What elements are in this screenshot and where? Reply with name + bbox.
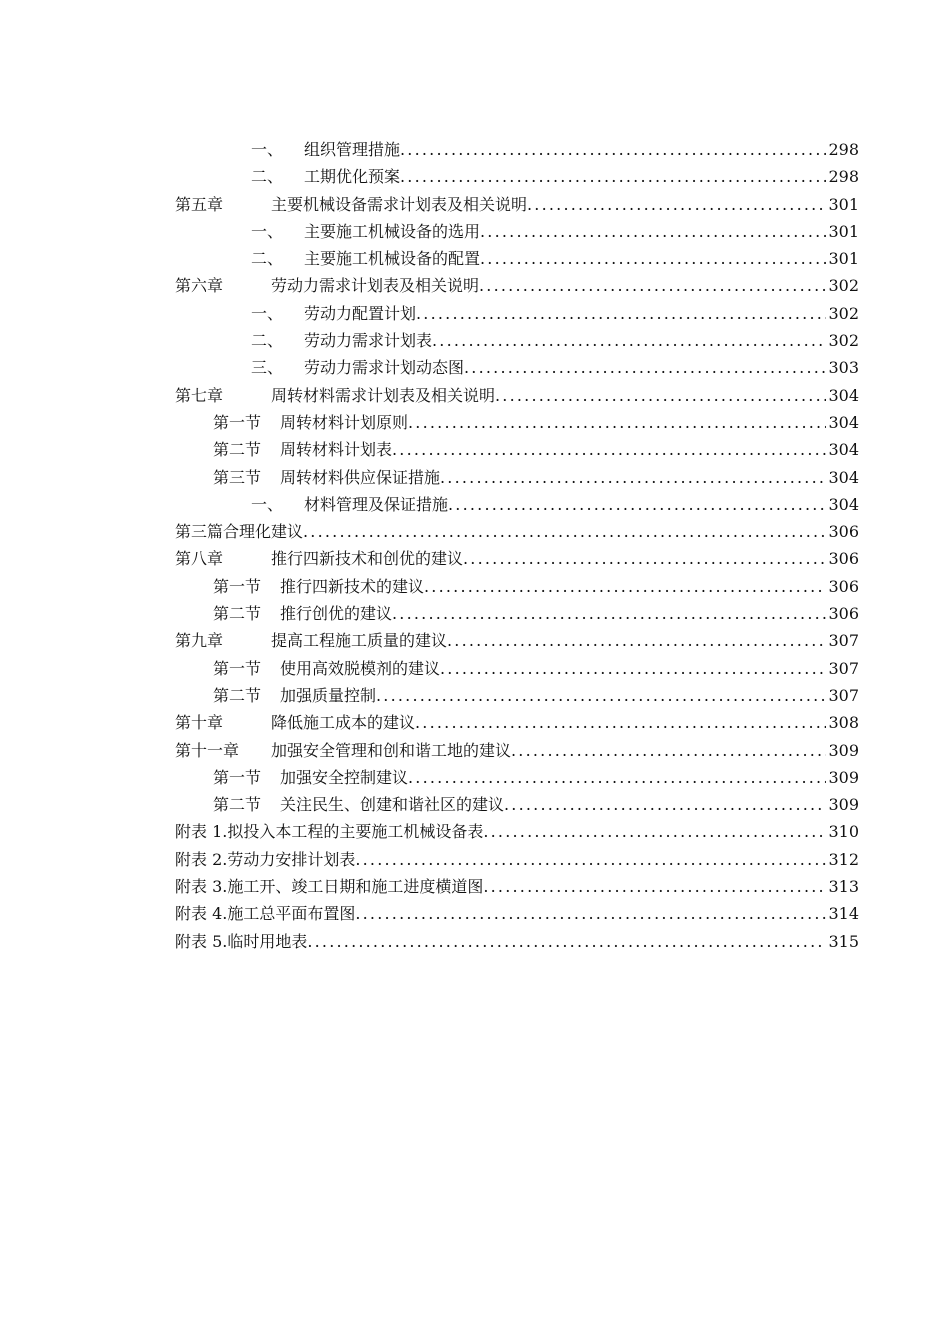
toc-entry-title: 加强质量控制 bbox=[280, 685, 377, 705]
dot-leader bbox=[448, 491, 826, 518]
toc-entry-title: 提高工程施工质量的建议 bbox=[271, 631, 448, 651]
dot-leader bbox=[480, 245, 826, 272]
toc-entry-number: 一、 bbox=[251, 303, 284, 323]
toc-entry[interactable] bbox=[175, 928, 859, 955]
dot-leader bbox=[463, 545, 826, 572]
toc-entry[interactable] bbox=[175, 327, 859, 354]
toc-entry-page-number: 304 bbox=[828, 440, 859, 460]
toc-entry[interactable] bbox=[175, 545, 859, 572]
toc-entry-title: 主要施工机械设备的选用 bbox=[304, 221, 481, 241]
dot-leader bbox=[355, 846, 826, 873]
toc-entry-page-number: 310 bbox=[828, 822, 859, 842]
toc-entry-page-number: 309 bbox=[828, 740, 859, 760]
dot-leader bbox=[400, 136, 826, 163]
dot-leader bbox=[511, 737, 826, 764]
toc-entry-page-number: 301 bbox=[828, 194, 859, 214]
toc-entry-title: 材料管理及保证措施 bbox=[304, 494, 449, 514]
toc-entry[interactable] bbox=[175, 136, 859, 163]
toc-entry[interactable] bbox=[175, 245, 859, 272]
toc-entry-number: 第一节 bbox=[213, 767, 262, 787]
toc-entry-number: 一、 bbox=[251, 140, 284, 159]
table-of-contents bbox=[175, 136, 859, 955]
toc-entry-title: 附表 2.劳动力安排计划表 bbox=[175, 849, 356, 869]
toc-entry-title: 使用高效脱模剂的建议 bbox=[280, 658, 441, 678]
toc-entry-title: 周转材料计划表 bbox=[280, 440, 393, 460]
dot-leader bbox=[440, 655, 826, 682]
toc-entry-title: 周转材料供应保证措施 bbox=[280, 467, 441, 487]
toc-entry[interactable] bbox=[175, 464, 859, 491]
toc-entry-number: 二、 bbox=[251, 331, 284, 351]
toc-entry-page-number: 304 bbox=[828, 494, 859, 514]
toc-entry[interactable] bbox=[175, 573, 859, 600]
dot-leader bbox=[307, 928, 826, 955]
toc-entry-title: 主要施工机械设备的配置 bbox=[304, 249, 481, 269]
toc-entry-number: 一、 bbox=[251, 494, 284, 514]
dot-leader bbox=[464, 354, 826, 381]
dot-leader bbox=[408, 409, 826, 436]
toc-entry-title: 关注民生、创建和谐社区的建议 bbox=[280, 795, 505, 815]
dot-leader bbox=[355, 900, 826, 927]
toc-entry-number: 三、 bbox=[251, 358, 284, 378]
toc-entry[interactable] bbox=[175, 191, 859, 218]
dot-leader bbox=[447, 627, 826, 654]
toc-entry-page-number: 309 bbox=[828, 767, 859, 787]
toc-entry-page-number: 302 bbox=[828, 303, 859, 323]
dot-leader bbox=[480, 218, 826, 245]
dot-leader bbox=[504, 791, 826, 818]
toc-entry-page-number: 303 bbox=[828, 358, 859, 378]
toc-entry-number: 第十一章 bbox=[175, 740, 240, 760]
toc-entry-title: 劳动力需求计划表 bbox=[304, 331, 433, 351]
toc-entry[interactable] bbox=[175, 163, 859, 190]
toc-entry[interactable] bbox=[175, 436, 859, 463]
toc-entry-page-number: 301 bbox=[828, 249, 859, 269]
toc-entry-number: 第二节 bbox=[213, 685, 262, 705]
toc-entry-title: 周转材料需求计划表及相关说明 bbox=[271, 385, 496, 405]
toc-entry[interactable] bbox=[175, 709, 859, 736]
toc-entry-page-number: 301 bbox=[828, 221, 859, 241]
toc-entry[interactable] bbox=[175, 655, 859, 682]
toc-entry[interactable] bbox=[175, 900, 859, 927]
toc-entry[interactable] bbox=[175, 382, 859, 409]
toc-entry-page-number: 307 bbox=[828, 658, 859, 678]
toc-entry[interactable] bbox=[175, 791, 859, 818]
toc-entry-title: 劳动力需求计划表及相关说明 bbox=[271, 276, 480, 296]
toc-entry-title: 加强安全管理和创和谐工地的建议 bbox=[271, 740, 512, 760]
toc-entry[interactable] bbox=[175, 354, 859, 381]
toc-entry[interactable] bbox=[175, 682, 859, 709]
toc-entry-number: 第二节 bbox=[213, 604, 262, 624]
toc-entry-page-number: 306 bbox=[828, 549, 859, 569]
toc-entry-number: 一、 bbox=[251, 221, 284, 241]
toc-entry-number: 第十章 bbox=[175, 713, 224, 733]
toc-entry[interactable] bbox=[175, 846, 859, 873]
toc-entry-page-number: 308 bbox=[828, 713, 859, 733]
toc-entry-page-number: 306 bbox=[828, 522, 859, 542]
dot-leader bbox=[376, 682, 826, 709]
toc-entry[interactable] bbox=[175, 818, 859, 845]
toc-entry-title: 附表 3.施工开、竣工日期和施工进度横道图 bbox=[175, 877, 484, 897]
toc-entry-title: 推行四新技术和创优的建议 bbox=[271, 549, 464, 569]
toc-entry[interactable] bbox=[175, 764, 859, 791]
toc-entry-title: 周转材料计划原则 bbox=[280, 412, 409, 432]
toc-entry-title: 附表 4.施工总平面布置图 bbox=[175, 904, 356, 924]
dot-leader bbox=[432, 327, 826, 354]
dot-leader bbox=[424, 573, 826, 600]
dot-leader bbox=[483, 818, 826, 845]
dot-leader bbox=[392, 436, 826, 463]
toc-entry-page-number: 312 bbox=[828, 849, 859, 869]
toc-entry[interactable] bbox=[175, 218, 859, 245]
toc-entry-page-number: 309 bbox=[828, 795, 859, 815]
toc-entry-title: 主要机械设备需求计划表及相关说明 bbox=[271, 194, 528, 214]
toc-entry[interactable] bbox=[175, 409, 859, 436]
toc-entry-number: 二、 bbox=[251, 249, 284, 269]
toc-entry-number: 第一节 bbox=[213, 658, 262, 678]
dot-leader bbox=[440, 464, 826, 491]
toc-entry-page-number: 306 bbox=[828, 604, 859, 624]
toc-entry-title: 附表 1.拟投入本工程的主要施工机械设备表 bbox=[175, 822, 484, 842]
dot-leader bbox=[303, 518, 826, 545]
toc-entry-number: 第一节 bbox=[213, 576, 262, 596]
toc-entry-page-number: 304 bbox=[828, 385, 859, 405]
toc-entry-page-number: 307 bbox=[828, 685, 859, 705]
toc-entry-number: 第九章 bbox=[175, 631, 224, 651]
toc-entry[interactable] bbox=[175, 272, 859, 299]
toc-entry[interactable] bbox=[175, 491, 859, 518]
toc-entry-page-number: 304 bbox=[828, 467, 859, 487]
dot-leader bbox=[400, 163, 826, 190]
toc-entry-page-number: 302 bbox=[828, 276, 859, 296]
toc-entry-number: 第七章 bbox=[175, 385, 224, 405]
toc-entry-title: 推行四新技术的建议 bbox=[280, 576, 425, 596]
toc-entry-page-number: 302 bbox=[828, 331, 859, 351]
toc-entry-number: 第一节 bbox=[213, 412, 262, 432]
toc-entry-number: 第六章 bbox=[175, 276, 224, 296]
toc-entry-page-number: 313 bbox=[828, 877, 859, 897]
toc-entry-title: 加强安全控制建议 bbox=[280, 767, 409, 787]
toc-entry-number: 第二节 bbox=[213, 440, 262, 460]
toc-entry-title: 工期优化预案 bbox=[304, 167, 401, 187]
toc-entry[interactable] bbox=[175, 300, 859, 327]
dot-leader bbox=[416, 300, 826, 327]
dot-leader bbox=[415, 709, 826, 736]
toc-entry-title: 组织管理措施 bbox=[304, 140, 401, 159]
dot-leader bbox=[483, 873, 826, 900]
toc-entry-title: 降低施工成本的建议 bbox=[271, 713, 416, 733]
dot-leader bbox=[527, 191, 826, 218]
toc-entry[interactable] bbox=[175, 873, 859, 900]
toc-entry-title: 劳动力需求计划动态图 bbox=[304, 358, 465, 378]
toc-entry-number: 第五章 bbox=[175, 194, 224, 214]
dot-leader bbox=[495, 382, 826, 409]
toc-entry-title: 第三篇合理化建议 bbox=[175, 522, 304, 542]
toc-entry-title: 劳动力配置计划 bbox=[304, 303, 417, 323]
toc-entry-page-number: 298 bbox=[828, 140, 859, 159]
toc-entry-page-number: 307 bbox=[828, 631, 859, 651]
toc-entry[interactable] bbox=[175, 518, 859, 545]
dot-leader bbox=[408, 764, 826, 791]
toc-entry-number: 第三节 bbox=[213, 467, 262, 487]
toc-entry-page-number: 306 bbox=[828, 576, 859, 596]
toc-entry-number: 二、 bbox=[251, 167, 284, 187]
toc-entry-title: 附表 5.临时用地表 bbox=[175, 931, 308, 951]
toc-entry-page-number: 315 bbox=[828, 931, 859, 951]
toc-entry[interactable] bbox=[175, 737, 859, 764]
toc-entry-page-number: 304 bbox=[828, 412, 859, 432]
toc-entry-title: 推行创优的建议 bbox=[280, 604, 393, 624]
toc-entry[interactable] bbox=[175, 627, 859, 654]
dot-leader bbox=[392, 600, 826, 627]
toc-entry-page-number: 298 bbox=[828, 167, 859, 187]
toc-entry-number: 第二节 bbox=[213, 795, 262, 815]
dot-leader bbox=[479, 272, 826, 299]
toc-entry[interactable] bbox=[175, 600, 859, 627]
toc-entry-page-number: 314 bbox=[828, 904, 859, 924]
toc-entry-number: 第八章 bbox=[175, 549, 224, 569]
